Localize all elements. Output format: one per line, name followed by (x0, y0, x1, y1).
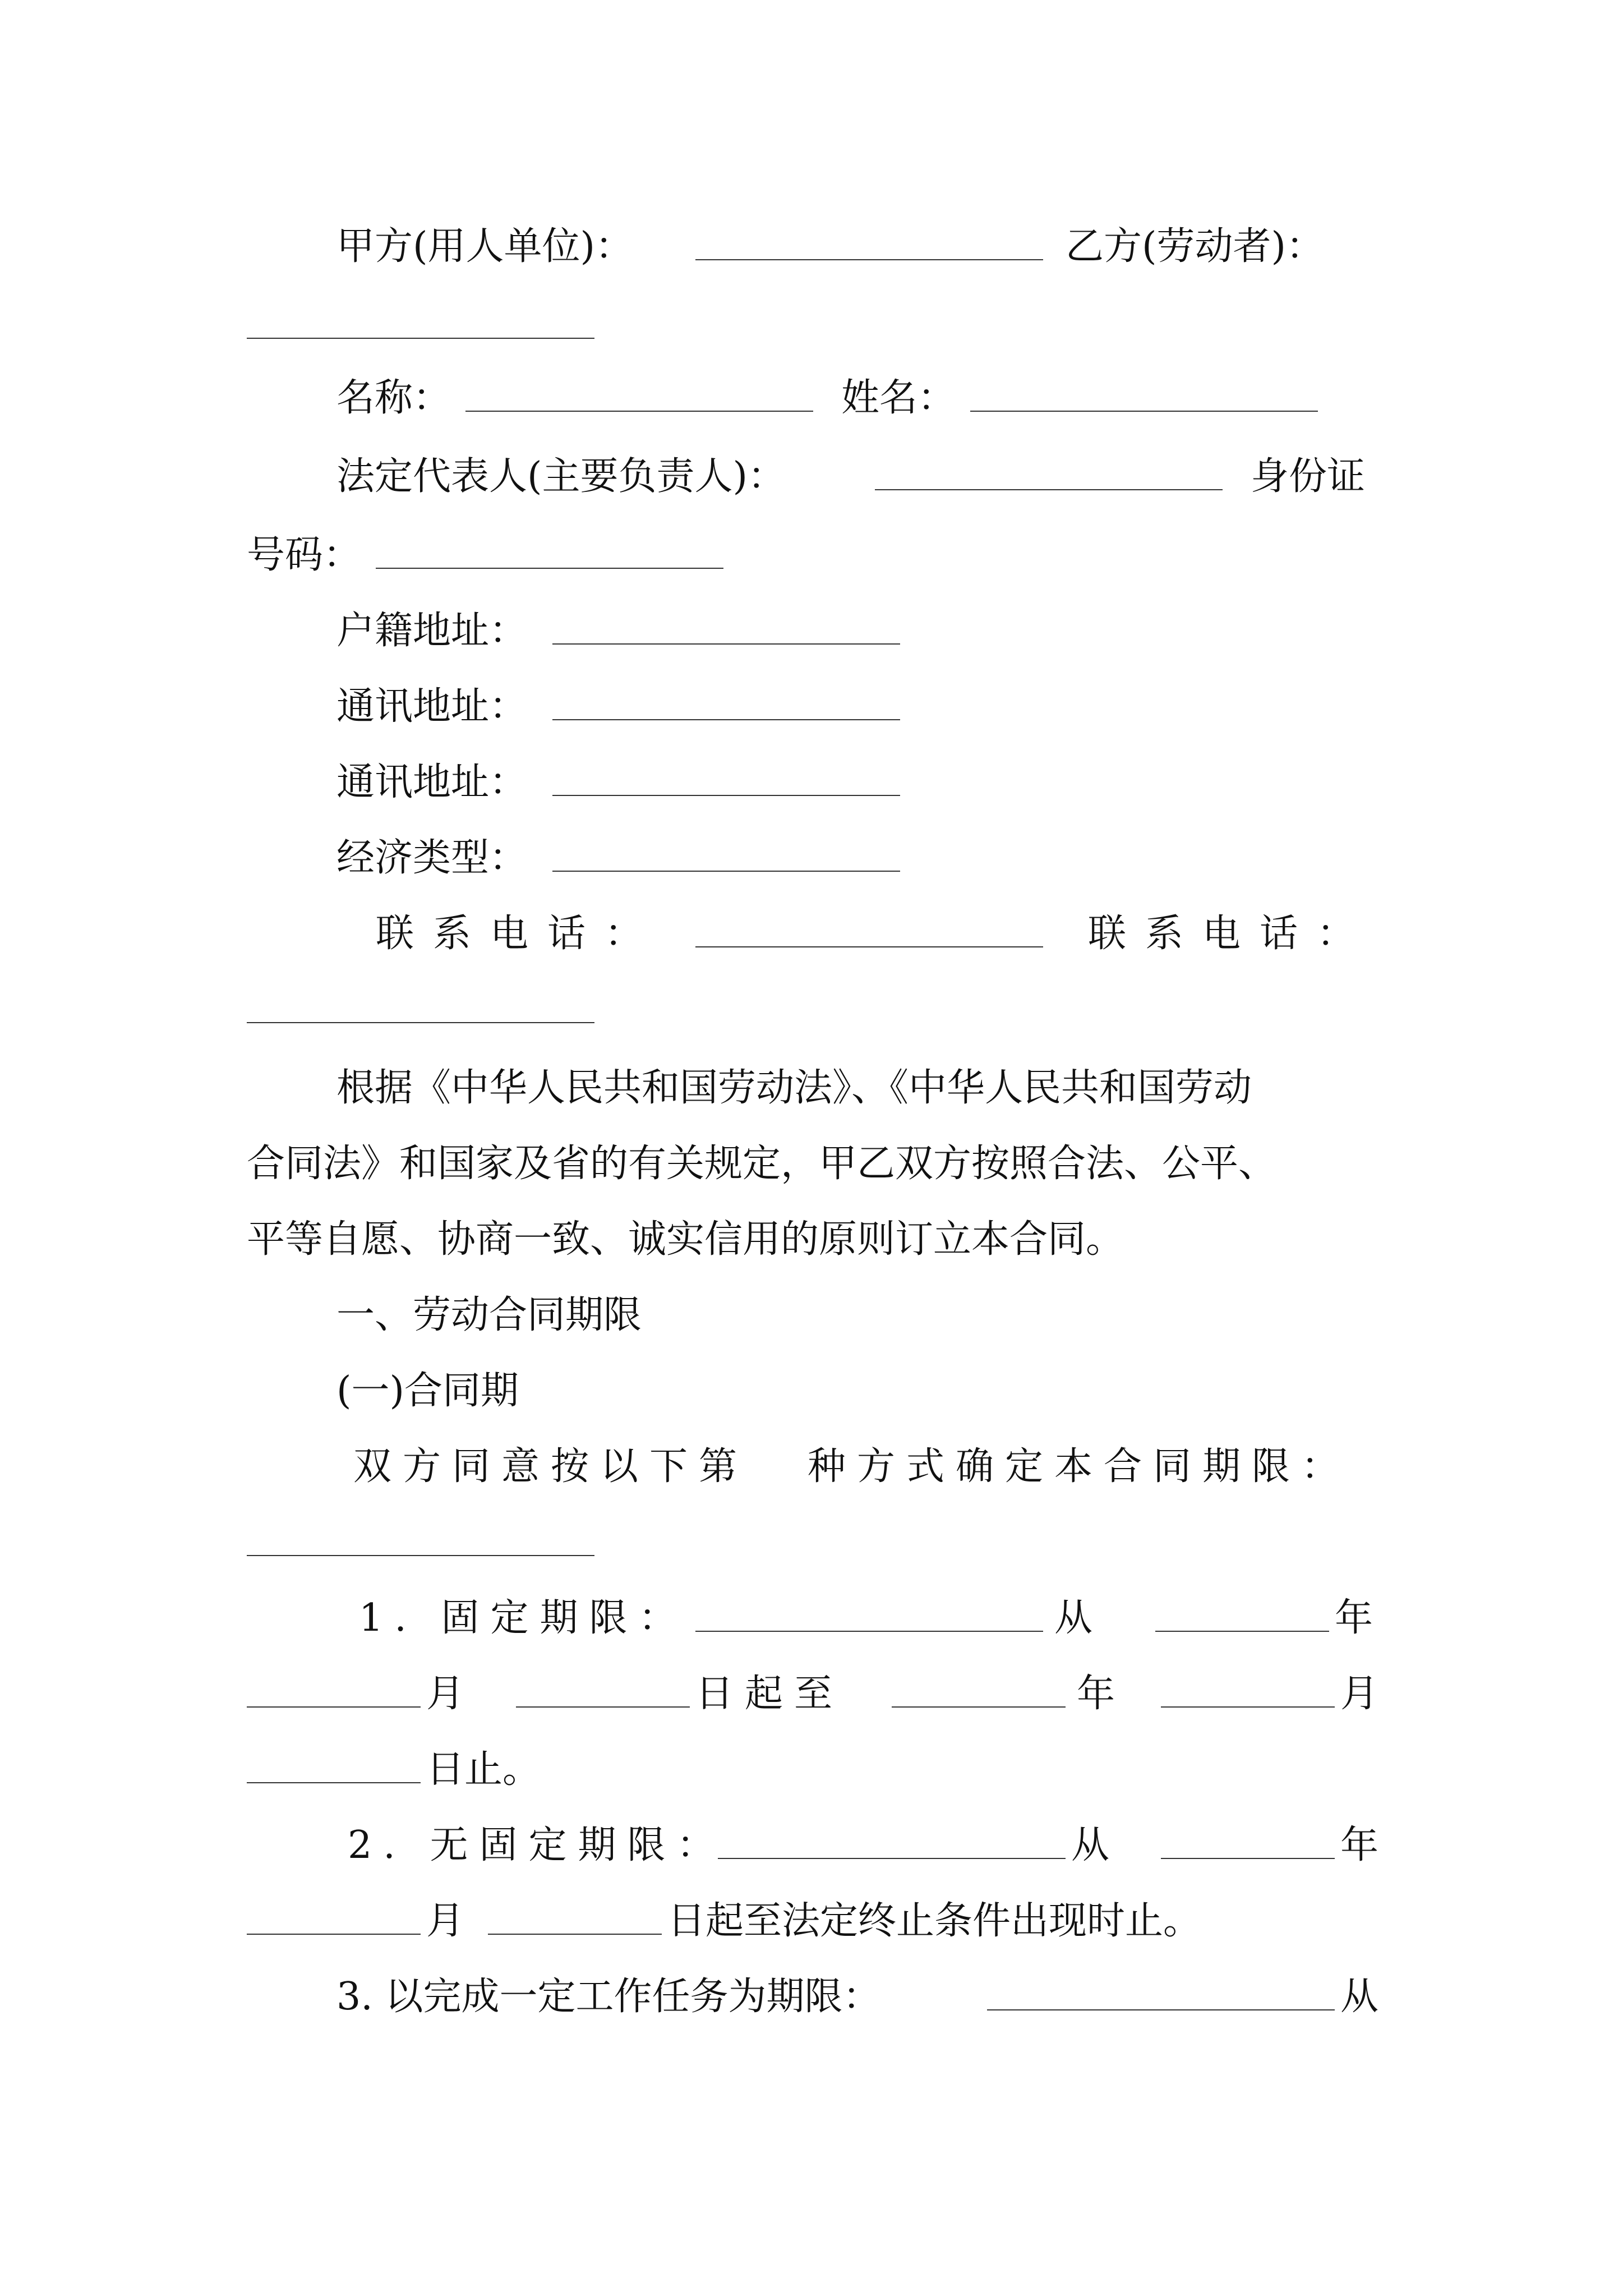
id-blank[interactable] (376, 568, 723, 569)
fixed-end-month-blank[interactable] (1161, 1706, 1335, 1708)
mail-address-label-2: 通讯地址： (336, 760, 528, 804)
preamble-text-2: 合同法》和国家及省的有关规定，甲乙双方按照合法、公平、 (247, 1142, 1277, 1186)
open-term-label: 2. 无固定期限： (348, 1823, 726, 1867)
preamble-line-2 (247, 1136, 1385, 1192)
phone-label-a: 联系电话： (376, 912, 662, 956)
phone-label-b: 联系电话： (1088, 912, 1375, 956)
fixed-term-line-2 (247, 1666, 1385, 1722)
agree-line (247, 1439, 1385, 1495)
fixed-month-2: 月 (1340, 1672, 1379, 1716)
preamble-line-3 (247, 1212, 1385, 1268)
open-year: 年 (1340, 1823, 1379, 1867)
task-from: 从 (1340, 1975, 1379, 2019)
legal-rep-label: 法定代表人(主要负责人)： (336, 454, 786, 499)
fixed-year-2: 年 (1077, 1672, 1115, 1716)
name-label: 名称： (336, 376, 451, 420)
mail-address-blank-2[interactable] (552, 795, 900, 796)
fixed-term-line-1 (247, 1590, 1385, 1646)
legal-rep-blank[interactable] (875, 489, 1223, 490)
party-a-blank[interactable] (695, 259, 1043, 260)
party-b-blank[interactable] (247, 338, 594, 339)
open-month: 月 (426, 1899, 465, 1943)
task-term-line (247, 1969, 1385, 2025)
sub-heading: (一)合同期 (336, 1369, 519, 1413)
id-line (247, 527, 1385, 583)
preamble-text-1: 根据《中华人民共和国劳动法》、《中华人民共和国劳动 (336, 1066, 1252, 1110)
fixed-term-label: 1. 固定期限： (359, 1596, 688, 1640)
task-term-blank[interactable] (987, 2009, 1335, 2010)
open-from: 从 (1071, 1823, 1110, 1867)
legal-rep-line (247, 449, 1385, 505)
fixed-term-blank[interactable] (695, 1631, 1043, 1632)
fixed-day-end: 日止。 (426, 1747, 541, 1792)
fixed-start-year-blank[interactable] (1155, 1631, 1329, 1632)
task-term-label: 3. 以完成一定工作任务为期限： (336, 1975, 881, 2019)
fixed-day-from-to: 日起至 (695, 1672, 844, 1716)
name-blank[interactable] (465, 411, 813, 412)
fixed-end-day-blank[interactable] (247, 1782, 421, 1783)
party-b-line (247, 297, 1385, 353)
fixed-year: 年 (1335, 1596, 1373, 1640)
open-tail: 日起至法定终止条件出现时止。 (667, 1899, 1202, 1943)
party-line (247, 219, 1385, 275)
mail-address-line-2 (247, 754, 1385, 811)
mail-address-label-1: 通讯地址： (336, 684, 528, 729)
agree-text-a: 双方同意按以下第 (353, 1444, 749, 1489)
phone-b-blank[interactable] (247, 1022, 594, 1023)
open-term-line-2 (247, 1893, 1385, 1949)
open-start-year-blank[interactable] (1161, 1858, 1335, 1859)
preamble-line-1 (247, 1060, 1385, 1116)
fixed-from: 从 (1054, 1596, 1093, 1640)
person-name-blank[interactable] (970, 411, 1318, 412)
fixed-month: 月 (426, 1672, 465, 1716)
section-heading-line (247, 1287, 1385, 1343)
household-address-label: 户籍地址： (336, 609, 528, 653)
fixed-start-day-blank[interactable] (516, 1706, 690, 1708)
party-b-label: 乙方(劳动者)： (1066, 224, 1325, 269)
open-start-month-blank[interactable] (247, 1934, 421, 1935)
agree-blank-line (247, 1515, 1385, 1571)
open-start-day-blank[interactable] (488, 1934, 662, 1935)
economic-type-blank[interactable] (552, 871, 900, 872)
party-a-label: 甲方(用人单位)： (336, 224, 634, 269)
open-term-line-1 (247, 1818, 1385, 1874)
id-label-part1: 身份证 (1251, 454, 1366, 499)
preamble-text-3: 平等自愿、协商一致、诚实信用的原则订立本合同。 (247, 1217, 1124, 1262)
economic-type-line (247, 830, 1385, 886)
agree-blank[interactable] (247, 1555, 594, 1556)
household-address-line (247, 603, 1385, 659)
sub-heading-line (247, 1363, 1385, 1419)
fixed-start-month-blank[interactable] (247, 1706, 421, 1708)
economic-type-label: 经济类型： (336, 836, 528, 880)
open-term-blank[interactable] (718, 1858, 1066, 1859)
person-name-label: 姓名： (841, 376, 956, 420)
household-address-blank[interactable] (552, 643, 900, 645)
phone-b-line (247, 982, 1385, 1038)
fixed-end-year-blank[interactable] (892, 1706, 1066, 1708)
fixed-term-line-3 (247, 1742, 1385, 1798)
mail-address-blank-1[interactable] (552, 719, 900, 720)
name-line (247, 370, 1385, 426)
mail-address-line-1 (247, 679, 1385, 735)
id-label-part2: 号码： (247, 533, 362, 577)
phone-a-blank[interactable] (695, 946, 1043, 947)
agree-text-b: 种方式确定本合同期限： (808, 1444, 1351, 1489)
phone-line (247, 906, 1385, 962)
section-heading: 一、劳动合同期限 (336, 1293, 642, 1337)
